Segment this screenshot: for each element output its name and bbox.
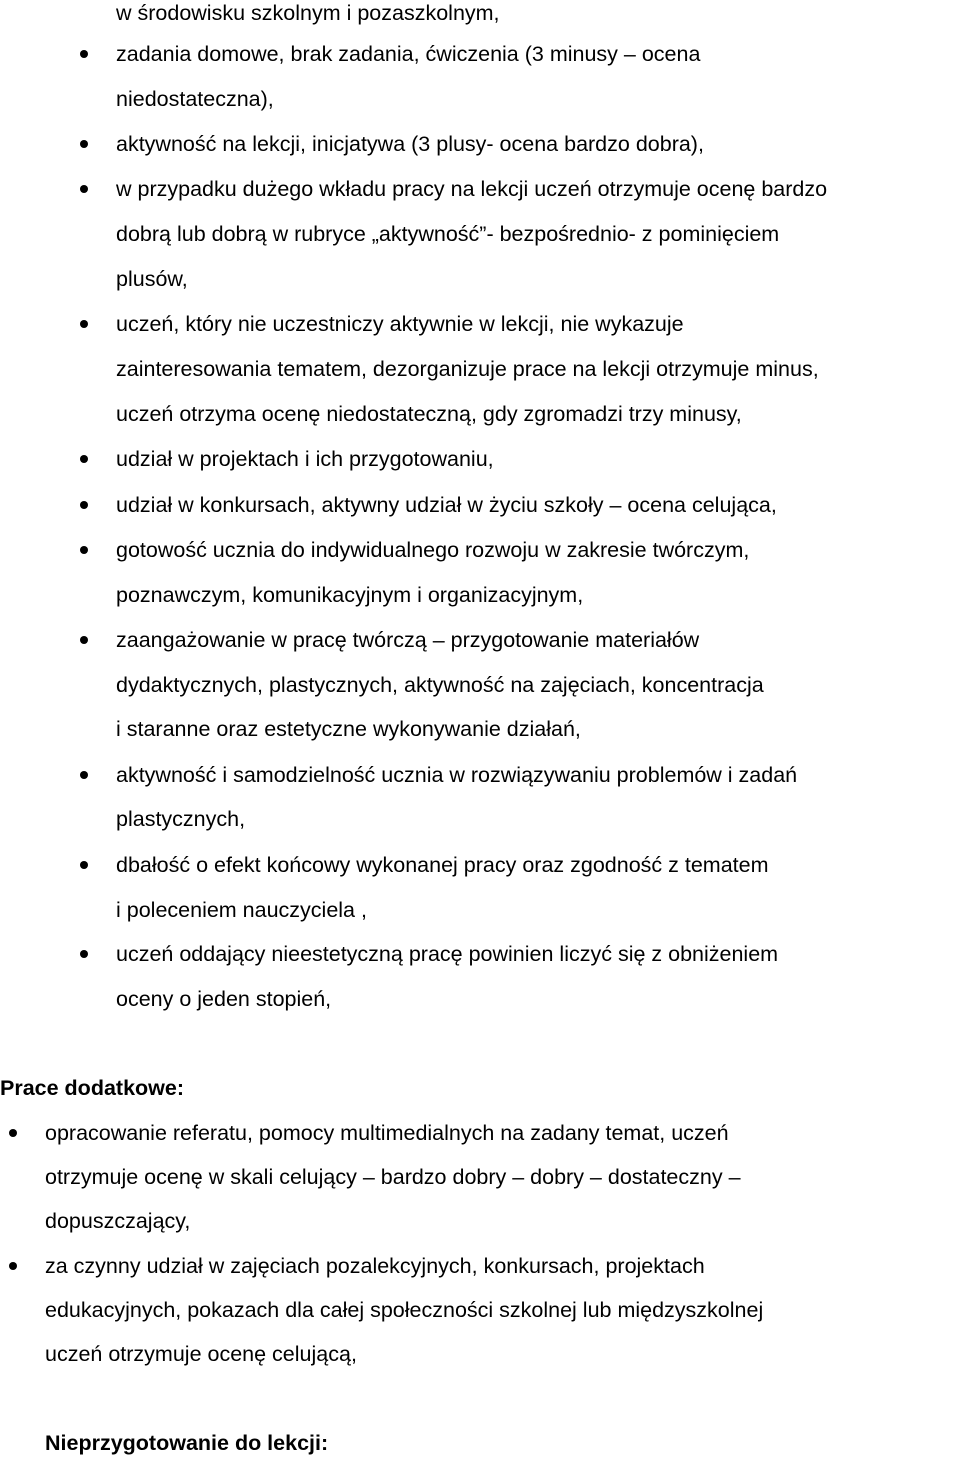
bullet-icon xyxy=(80,950,88,958)
bullet-icon xyxy=(80,501,88,509)
bullet-icon xyxy=(9,1262,17,1270)
list-item-line: zaangażowanie w pracę twórczą – przygotowanie materiałów xyxy=(116,628,700,652)
list-item-continuation: w środowisku szkolnym i pozaszkolnym, xyxy=(116,1,500,25)
bullet-icon xyxy=(80,636,88,644)
bullet-icon xyxy=(80,140,88,148)
list-item-line: w przypadku dużego wkładu pracy na lekcji uczeń otrzymuje ocenę bardzo xyxy=(116,177,828,201)
list-item-line: niedostateczna), xyxy=(116,87,274,111)
list-item-line: poznawczym, komunikacyjnym i organizacyjnym, xyxy=(116,583,584,607)
section-heading-extra-work: Prace dodatkowe: xyxy=(0,1076,184,1100)
bullet-icon xyxy=(80,185,88,193)
list-item-line: oceny o jeden stopień, xyxy=(116,987,332,1011)
list-item-line: uczeń oddający nieestetyczną pracę powinien liczyć się z obniżeniem xyxy=(116,942,779,966)
bullet-icon xyxy=(80,320,88,328)
bullet-icon xyxy=(80,861,88,869)
list-item-line: opracowanie referatu, pomocy multimedialnych na zadany temat, uczeń xyxy=(45,1121,729,1145)
list-item-line: udział w projektach i ich przygotowaniu, xyxy=(116,447,494,471)
list-item-line: plastycznych, xyxy=(116,807,246,831)
list-item-line: dopuszczający, xyxy=(45,1209,191,1233)
bullet-icon xyxy=(80,50,88,58)
bullet-icon xyxy=(80,546,88,554)
bullet-icon xyxy=(9,1129,17,1137)
list-item-line: uczeń otrzyma ocenę niedostateczną, gdy zgromadzi trzy minusy, xyxy=(116,402,742,426)
list-item-line: plusów, xyxy=(116,267,188,291)
list-item-line: zadania domowe, brak zadania, ćwiczenia (3 minusy – ocena xyxy=(116,42,701,66)
list-item-line: dobrą lub dobrą w rubryce „aktywność”- bezpośrednio- z pominięciem xyxy=(116,222,780,246)
bullet-icon xyxy=(80,455,88,463)
list-item-line: otrzymuje ocenę w skali celujący – bardzo dobry – dobry – dostateczny – xyxy=(45,1165,741,1189)
list-item-line: i staranne oraz estetyczne wykonywanie działań, xyxy=(116,717,581,741)
list-item-line: udział w konkursach, aktywny udział w życiu szkoły – ocena celująca, xyxy=(116,493,777,517)
list-item-line: dydaktycznych, plastycznych, aktywność na zajęciach, koncentracja xyxy=(116,673,764,697)
list-item-line: i poleceniem nauczyciela , xyxy=(116,898,367,922)
list-item-line: gotowość ucznia do indywidualnego rozwoju w zakresie twórczym, xyxy=(116,538,750,562)
list-item-line: aktywność na lekcji, inicjatywa (3 plusy- ocena bardzo dobra), xyxy=(116,132,704,156)
list-item-line: za czynny udział w zajęciach pozalekcyjnych, konkursach, projektach xyxy=(45,1254,705,1278)
list-item-line: dbałość o efekt końcowy wykonanej pracy oraz zgodność z tematem xyxy=(116,853,769,877)
list-item-line: edukacyjnych, pokazach dla całej społeczności szkolnej lub międzyszkolnej xyxy=(45,1298,764,1322)
list-item-line: uczeń, który nie uczestniczy aktywnie w lekcji, nie wykazuje xyxy=(116,312,684,336)
list-item-line: aktywność i samodzielność ucznia w rozwiązywaniu problemów i zadań xyxy=(116,763,798,787)
list-item-line: uczeń otrzymuje ocenę celującą, xyxy=(45,1342,357,1366)
bullet-icon xyxy=(80,771,88,779)
section-heading-unprepared: Nieprzygotowanie do lekcji: xyxy=(45,1431,329,1455)
list-item-line: zainteresowania tematem, dezorganizuje prace na lekcji otrzymuje minus, xyxy=(116,357,819,381)
